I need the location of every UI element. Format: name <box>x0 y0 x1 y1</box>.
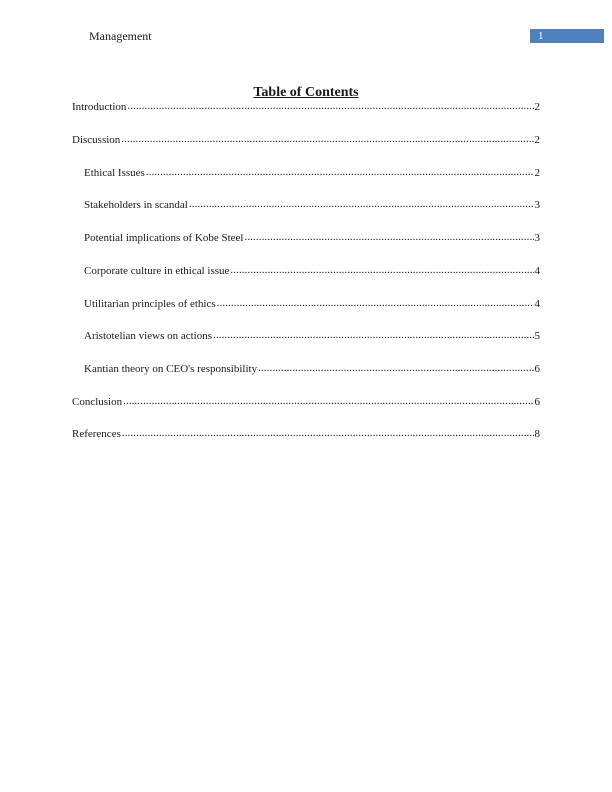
toc-entry-label: Ethical Issues <box>84 167 145 179</box>
toc-entry-page: 3 <box>534 232 540 244</box>
toc-entry-discussion[interactable] <box>72 134 540 147</box>
toc-entry-label: Corporate culture in ethical issue <box>84 265 230 277</box>
toc-entry-label: Potential implications of Kobe Steel <box>84 232 244 244</box>
toc-entry-conclusion[interactable] <box>72 396 540 409</box>
toc-entry-label: Stakeholders in scandal <box>84 199 188 211</box>
toc-entry-page: 5 <box>534 330 540 342</box>
dot-leader <box>258 362 533 375</box>
dot-leader <box>121 133 533 146</box>
dot-leader <box>230 264 533 277</box>
toc-entry-ethical-issues[interactable] <box>84 167 540 180</box>
dot-leader <box>146 166 534 179</box>
toc-entry-corporate-culture[interactable] <box>84 265 540 278</box>
toc-entry-label: References <box>72 428 121 440</box>
toc-entry-page: 4 <box>534 298 540 310</box>
toc-entry-page: 6 <box>534 396 540 408</box>
toc-entry-page: 2 <box>534 167 540 179</box>
dot-leader <box>213 329 533 342</box>
toc-entry-page: 6 <box>534 363 540 375</box>
toc-entry-label: Utilitarian principles of ethics <box>84 298 216 310</box>
dot-leader <box>122 427 534 440</box>
page-number-tab <box>530 29 604 43</box>
dot-leader <box>244 231 533 244</box>
toc-entry-page: 3 <box>534 199 540 211</box>
toc-entry-label: Kantian theory on CEO's responsibility <box>84 363 258 375</box>
toc-entry-label: Conclusion <box>72 396 123 408</box>
toc-heading: Table of Contents <box>253 85 359 100</box>
dot-leader <box>127 100 533 113</box>
toc-entry-introduction[interactable] <box>72 101 540 114</box>
dot-leader <box>123 395 533 408</box>
toc-entry-page: 2 <box>534 134 540 146</box>
page-number: 1 <box>538 30 544 42</box>
toc-entry-page: 2 <box>534 101 540 113</box>
toc-entry-utilitarian[interactable] <box>84 298 540 311</box>
dot-leader <box>217 297 534 310</box>
toc-entry-label: Introduction <box>72 101 127 113</box>
toc-entry-label: Aristotelian views on actions <box>84 330 213 342</box>
toc-entry-label: Discussion <box>72 134 121 146</box>
running-header-title: Management <box>89 29 152 43</box>
toc-entry-stakeholders[interactable] <box>84 199 540 212</box>
toc-entry-kantian[interactable] <box>84 363 540 376</box>
toc-entry-page: 4 <box>534 265 540 277</box>
toc-entry-references[interactable] <box>72 428 540 441</box>
dot-leader <box>189 198 534 211</box>
toc-entry-potential-implications[interactable] <box>84 232 540 245</box>
toc-entry-aristotelian[interactable] <box>84 330 540 343</box>
toc-entry-page: 8 <box>534 428 540 440</box>
